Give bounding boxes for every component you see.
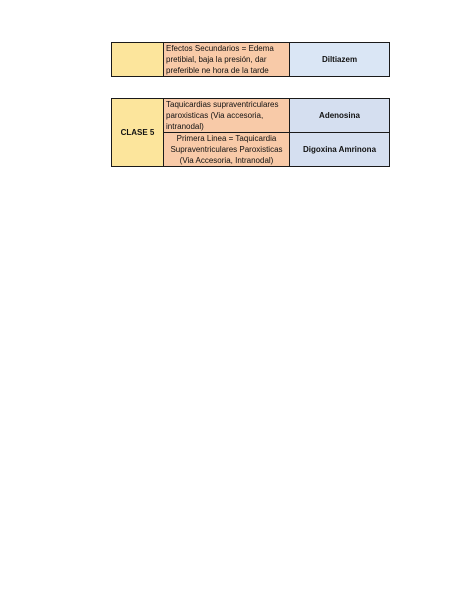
class-cell: CLASE 5 bbox=[112, 99, 164, 167]
drug-cell: Digoxina Amrinona bbox=[290, 133, 390, 167]
description-cell: Taquicardias supraventriculares paroxisticas (Via accesoria, intranodal) bbox=[164, 99, 290, 133]
drug-cell: Diltiazem bbox=[290, 43, 390, 77]
class-cell bbox=[112, 43, 164, 77]
drug-table-continued bbox=[111, 42, 390, 77]
description-cell: Efectos Secundarios = Edema pretibial, baja la presión, dar preferible ne hora de la tarde bbox=[164, 43, 290, 77]
table-row bbox=[112, 43, 390, 77]
drug-table-class-5 bbox=[111, 98, 390, 167]
table-row bbox=[112, 99, 390, 133]
drug-cell: Adenosina bbox=[290, 99, 390, 133]
description-cell: Primera Linea = Taquicardia Supraventriculares Paroxisticas (Via Accesoria, Intranodal) bbox=[164, 133, 290, 167]
